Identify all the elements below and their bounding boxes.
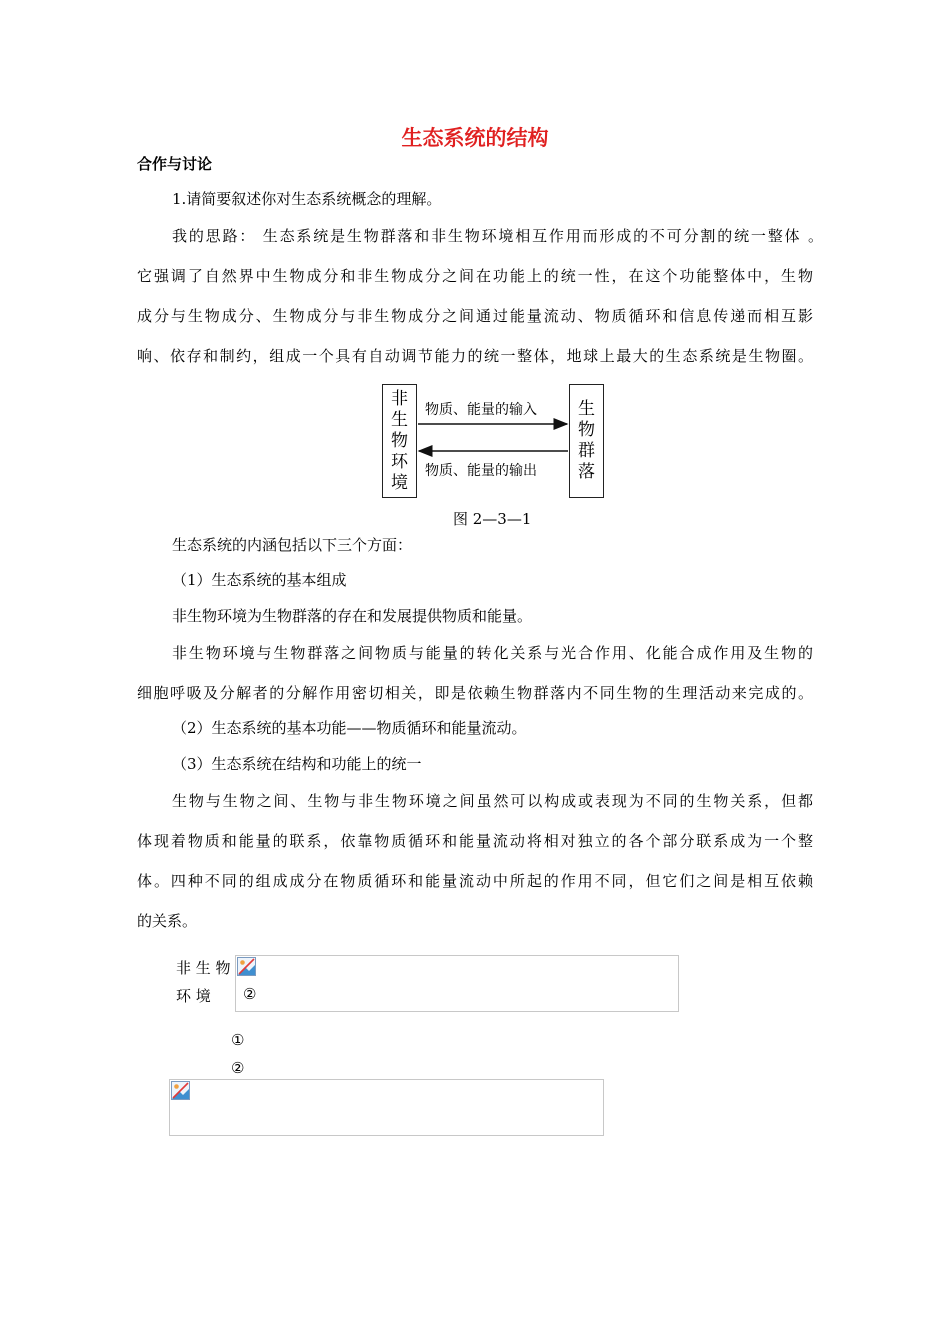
box-char: 非	[391, 388, 408, 409]
lower-label-line1: 非 生 物	[176, 959, 231, 977]
image-frame-2	[169, 1079, 604, 1136]
para1-line-1: 我的思路： 生态系统是生物群落和非生物环境相互作用而形成的不可分割的统一整体 。	[172, 227, 823, 245]
para3-line-1: 生物与生物之间、生物与非生物环境之间虽然可以构成或表现为不同的生物关系，但都	[172, 792, 813, 810]
body-line-3: 非生物环境为生物群落的存在和发展提供物质和能量。	[172, 607, 533, 625]
box-char: 群	[578, 441, 595, 461]
diagram-box-abiotic	[382, 384, 417, 498]
arrow-output-label: 物质、能量的输出	[425, 463, 537, 479]
para3-line-4: 的关系。	[137, 912, 198, 930]
body-line-1: 生态系统的内涵包括以下三个方面：	[172, 536, 413, 554]
section-heading: 合作与讨论	[137, 155, 213, 173]
circled-number-1: ①	[231, 1031, 245, 1049]
circled-number-2a: ②	[243, 985, 257, 1003]
point-2: （2）生态系统的基本功能——物质循环和能量流动。	[172, 719, 527, 737]
circled-number-2b: ②	[231, 1059, 245, 1077]
lower-label-line2: 环 境	[176, 987, 211, 1005]
box-char: 物	[391, 430, 408, 451]
question-text: 1.请简要叙述你对生态系统概念的理解。	[172, 190, 442, 208]
diagram-arrows	[416, 412, 570, 462]
box-char: 生	[391, 409, 408, 430]
broken-image-icon	[237, 957, 256, 976]
para3-line-3: 体。四种不同的组成成分在物质循环和能量流动中所起的作用不同，但它们之间是相互依赖	[137, 872, 813, 890]
broken-image-icon	[171, 1081, 190, 1100]
box-char: 境	[391, 472, 408, 493]
para1-line-2: 它强调了自然界中生物成分和非生物成分之间在功能上的统一性，在这个功能整体中，生物	[137, 267, 813, 285]
box-char: 生	[578, 399, 595, 419]
arrow-input-label: 物质、能量的输入	[425, 402, 537, 418]
box-char: 物	[578, 420, 595, 440]
box-char: 落	[578, 462, 595, 482]
point-3: （3）生态系统在结构和功能上的统一	[172, 755, 422, 773]
page-title: 生态系统的结构	[401, 126, 549, 150]
para1-line-3: 成分与生物成分、生物成分与非生物成分之间通过能量流动、物质循环和信息传递而相互影	[137, 307, 813, 325]
diagram-box-community	[569, 384, 604, 498]
para1-line-4: 响、依存和制约，组成一个具有自动调节能力的统一整体，地球上最大的生态系统是生物圈。	[137, 347, 813, 365]
body-line-2: （1）生态系统的基本组成	[172, 571, 347, 589]
para2-line-2: 细胞呼吸及分解者的分解作用密切相关，即是依赖生物群落内不同生物的生理活动来完成的。	[137, 684, 813, 702]
image-frame-1	[235, 955, 679, 1012]
figure-caption: 图 2—3—1	[453, 510, 532, 528]
para2-line-1: 非生物环境与生物群落之间物质与能量的转化关系与光合作用、化能合成作用及生物的	[172, 644, 813, 662]
box-char: 环	[391, 451, 408, 472]
para3-line-2: 体现着物质和能量的联系，依靠物质循环和能量流动将相对独立的各个部分联系成为一个整	[137, 832, 813, 850]
